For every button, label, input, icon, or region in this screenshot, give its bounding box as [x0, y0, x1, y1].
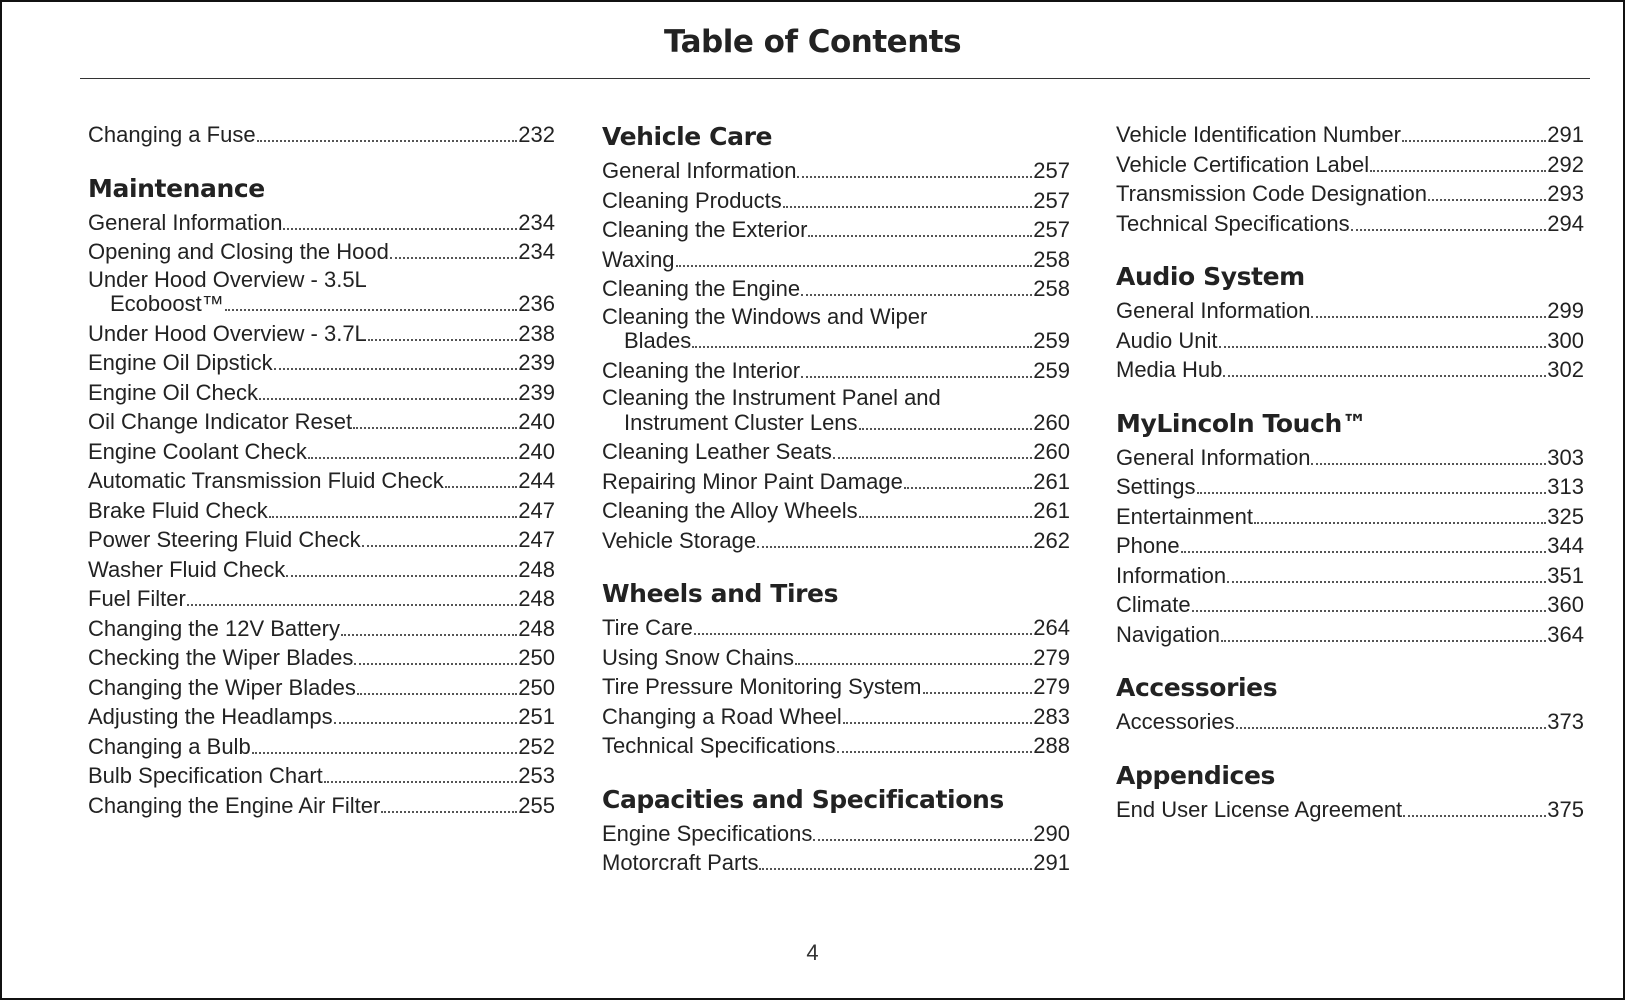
toc-entry[interactable]	[1116, 531, 1584, 561]
toc-entry[interactable]	[602, 245, 1070, 275]
toc-entry-page: 257	[1033, 217, 1070, 242]
dot-leader	[341, 634, 517, 636]
dot-leader	[368, 339, 517, 341]
toc-entry-label: Motorcraft Parts	[602, 850, 759, 875]
toc-entry-page: 251	[518, 704, 555, 729]
dot-leader	[362, 545, 518, 547]
dot-leader	[269, 516, 518, 518]
toc-entry[interactable]	[602, 304, 1070, 356]
toc-entry-label: Vehicle Certification Label	[1116, 151, 1370, 177]
toc-entry-label: Technical Specifications	[1116, 210, 1350, 236]
toc-entry-label: Using Snow Chains	[602, 644, 794, 670]
toc-entry-page: 248	[518, 586, 555, 611]
toc-entry[interactable]	[1116, 179, 1584, 209]
dot-leader	[353, 427, 517, 429]
toc-entry-page: 264	[1033, 615, 1070, 640]
toc-entry-page: 360	[1547, 592, 1584, 617]
toc-entry-label: Under Hood Overview - 3.7L	[88, 320, 367, 346]
dot-leader	[837, 751, 1033, 753]
toc-entry[interactable]	[1116, 443, 1584, 473]
dot-leader	[187, 604, 517, 606]
toc-entry[interactable]	[602, 186, 1070, 216]
toc-entry[interactable]	[602, 731, 1070, 761]
toc-entry-label: Engine Oil Dipstick	[88, 350, 273, 375]
toc-entry[interactable]	[602, 613, 1070, 643]
dot-leader	[694, 633, 1032, 635]
toc-entry[interactable]	[602, 274, 1070, 304]
toc-entry-page: 257	[1033, 187, 1070, 213]
toc-entry[interactable]	[1116, 561, 1584, 591]
dot-leader	[833, 457, 1032, 459]
toc-entry-page: 248	[518, 615, 555, 641]
toc-entry-page: 259	[1033, 328, 1070, 353]
toc-entry-page: 299	[1547, 298, 1584, 323]
dot-leader	[1227, 581, 1546, 583]
toc-entry-label: Changing the Wiper Blades	[88, 674, 356, 700]
toc-entry[interactable]	[1116, 120, 1584, 150]
dot-leader	[1192, 610, 1547, 612]
toc-entry-label: Bulb Specification Chart	[88, 763, 323, 788]
toc-entry-label: Settings	[1116, 474, 1196, 499]
toc-entry[interactable]	[1116, 209, 1584, 239]
dot-leader	[1221, 640, 1546, 642]
toc-entry-page: 288	[1033, 733, 1070, 758]
dot-leader	[1223, 375, 1546, 377]
toc-entry-label: Vehicle Identification Number	[1116, 122, 1401, 147]
toc-entry[interactable]	[602, 385, 1070, 437]
section-heading: Appendices	[1116, 760, 1276, 790]
toc-entry-page: 240	[518, 438, 555, 464]
page-number: 4	[806, 940, 819, 965]
toc-entry-page: 244	[518, 468, 555, 493]
toc-entry-page: 261	[1033, 498, 1070, 523]
dot-leader	[1402, 140, 1546, 142]
toc-entry-page: 261	[1033, 468, 1070, 494]
toc-entry-label: Changing a Fuse	[88, 122, 256, 147]
toc-entry[interactable]	[88, 348, 555, 378]
toc-entry-label: Brake Fluid Check	[88, 497, 268, 523]
toc-entry[interactable]	[88, 319, 555, 349]
toc-entry[interactable]	[1116, 795, 1584, 825]
toc-entry-page: 260	[1033, 439, 1070, 464]
toc-entry-page: 255	[518, 792, 555, 818]
toc-entry[interactable]	[1116, 472, 1584, 502]
toc-entry-label: Tire Care	[602, 615, 693, 640]
dot-leader	[324, 781, 517, 783]
dot-leader	[357, 693, 517, 695]
toc-entry[interactable]	[602, 526, 1070, 556]
toc-entry-page: 234	[518, 239, 555, 264]
dot-leader	[1351, 229, 1547, 231]
toc-entry-label: Engine Specifications	[602, 820, 813, 846]
dot-leader	[334, 722, 518, 724]
toc-section	[1116, 120, 1584, 238]
toc-entry-page: 259	[1033, 357, 1070, 383]
dot-leader	[692, 346, 1032, 348]
toc-entry-label: Changing the Engine Air Filter	[88, 792, 381, 818]
dot-leader	[259, 398, 517, 400]
toc-entry-page: 302	[1547, 357, 1584, 382]
dot-leader	[1311, 463, 1546, 465]
toc-entry-page: 234	[518, 209, 555, 235]
toc-section	[88, 120, 555, 150]
dot-leader	[813, 839, 1032, 841]
toc-entry-label: General Information	[88, 209, 283, 235]
toc-section	[1116, 260, 1584, 385]
toc-entry-label: Power Steering Fluid Check	[88, 527, 361, 552]
toc-entry-label: Entertainment	[1116, 503, 1253, 529]
dot-leader	[1181, 551, 1547, 553]
dot-leader	[801, 294, 1032, 296]
toc-entry-label: Waxing	[602, 246, 675, 272]
toc-entry[interactable]	[1116, 150, 1584, 180]
dot-leader	[1236, 727, 1547, 729]
toc-entry[interactable]	[88, 673, 555, 703]
toc-entry-page: 375	[1547, 796, 1584, 822]
toc-entry-label: Phone	[1116, 533, 1180, 558]
toc-entry-page: 252	[518, 733, 555, 759]
toc-entry-page: 232	[518, 122, 555, 147]
toc-entry-page: 293	[1547, 181, 1584, 206]
section-heading: Vehicle Care	[602, 122, 773, 151]
toc-entry[interactable]	[88, 378, 555, 408]
dot-leader	[801, 376, 1032, 378]
toc-entry[interactable]	[602, 819, 1070, 849]
dot-leader	[797, 176, 1032, 178]
toc-entry-page: 257	[1033, 158, 1070, 183]
toc-entry-label: Opening and Closing the Hood	[88, 239, 389, 264]
toc-entry[interactable]	[88, 614, 555, 644]
toc-entry[interactable]	[88, 120, 555, 150]
toc-entry-label: Changing the 12V Battery	[88, 615, 340, 641]
toc-entry-label: Under Hood Overview - 3.5L	[88, 266, 367, 292]
dot-leader	[676, 265, 1033, 267]
toc-entry[interactable]	[88, 791, 555, 821]
toc-entry[interactable]	[1116, 296, 1584, 326]
toc-entry-page: 258	[1033, 276, 1070, 301]
toc-entry-label: Tire Pressure Monitoring System	[602, 674, 922, 699]
toc-section	[88, 172, 555, 821]
dot-leader	[252, 752, 518, 754]
dot-leader	[257, 140, 518, 142]
dot-leader	[759, 868, 1032, 870]
dot-leader	[923, 692, 1033, 694]
toc-entry[interactable]	[88, 267, 555, 319]
toc-entry-label: Accessories	[1116, 709, 1235, 734]
toc-entry-page: 291	[1547, 122, 1584, 147]
toc-entry[interactable]	[88, 761, 555, 791]
toc-entry-label: Navigation	[1116, 621, 1220, 647]
toc-entry-label: Cleaning the Interior	[602, 357, 801, 383]
toc-entry-label: Information	[1116, 562, 1227, 588]
toc-entry-page: 239	[518, 350, 555, 375]
toc-entry-label: Technical Specifications	[602, 733, 836, 758]
toc-entry-page: 258	[1033, 246, 1070, 272]
toc-entry[interactable]	[88, 643, 555, 673]
toc-entry[interactable]	[602, 496, 1070, 526]
toc-entry[interactable]	[1116, 620, 1584, 650]
toc-entry[interactable]	[88, 407, 555, 437]
toc-column-1	[88, 120, 555, 842]
toc-entry-page: 283	[1033, 703, 1070, 729]
toc-entry-label-continued: Ecoboost™	[110, 291, 224, 316]
toc-entry[interactable]	[88, 555, 555, 585]
dot-leader	[783, 206, 1033, 208]
toc-entry-page: 344	[1547, 533, 1584, 558]
toc-entry[interactable]	[88, 584, 555, 614]
toc-entry-label: Engine Oil Check	[88, 379, 258, 405]
dot-leader	[795, 663, 1032, 665]
dot-leader	[843, 722, 1033, 724]
dot-leader	[283, 228, 517, 230]
section-heading: Wheels and Tires	[602, 579, 839, 608]
title-rule	[80, 78, 1590, 79]
toc-entry-page: 294	[1547, 210, 1584, 236]
toc-column-3	[1116, 120, 1584, 846]
section-heading: Capacities and Specifications	[602, 784, 1004, 814]
toc-entry-label: Adjusting the Headlamps	[88, 704, 333, 729]
page-title: Table of Contents	[663, 24, 962, 60]
toc-entry-page: 260	[1033, 409, 1070, 435]
toc-entry-page: 290	[1033, 820, 1070, 846]
toc-entry-label: General Information	[1116, 444, 1311, 470]
toc-entry-page: 247	[518, 527, 555, 552]
toc-entry-label: End User License Agreement	[1116, 796, 1403, 822]
section-heading: Accessories	[1116, 673, 1278, 702]
toc-entry-page: 325	[1547, 503, 1584, 529]
toc-entry-page: 279	[1033, 674, 1070, 699]
dot-leader	[808, 235, 1032, 237]
toc-entry[interactable]	[88, 466, 555, 496]
dot-leader	[381, 811, 517, 813]
dot-leader	[445, 486, 517, 488]
toc-entry-label: Washer Fluid Check	[88, 556, 286, 582]
dot-leader	[286, 575, 517, 577]
dot-leader	[274, 368, 518, 370]
dot-leader	[1403, 815, 1546, 817]
toc-entry-label: Automatic Transmission Fluid Check	[88, 468, 444, 493]
dot-leader	[390, 257, 517, 259]
toc-entry[interactable]	[88, 208, 555, 238]
dot-leader	[354, 663, 517, 665]
toc-section	[602, 577, 1070, 761]
toc-section	[1116, 759, 1584, 825]
toc-entry[interactable]	[602, 702, 1070, 732]
toc-entry[interactable]	[1116, 707, 1584, 737]
toc-entry-page: 303	[1547, 444, 1584, 470]
toc-section	[1116, 671, 1584, 737]
toc-entry-page: 351	[1547, 562, 1584, 588]
section-heading: Maintenance	[88, 173, 265, 203]
toc-entry[interactable]	[602, 215, 1070, 245]
toc-entry[interactable]	[88, 702, 555, 732]
toc-entry[interactable]	[602, 156, 1070, 186]
toc-entry-label: Repairing Minor Paint Damage	[602, 468, 903, 494]
toc-entry-label: Transmission Code Designation	[1116, 181, 1427, 206]
toc-entry-label: Cleaning the Windows and Wiper	[602, 303, 928, 329]
toc-entry-page: 248	[518, 556, 555, 582]
toc-entry-label: Climate	[1116, 592, 1191, 617]
toc-entry[interactable]	[1116, 326, 1584, 356]
toc-entry[interactable]	[88, 496, 555, 526]
toc-entry[interactable]	[88, 525, 555, 555]
toc-entry-page: 236	[518, 291, 555, 316]
toc-entry-label: Cleaning Products	[602, 187, 782, 213]
toc-entry-page: 239	[518, 379, 555, 405]
toc-entry-page: 300	[1547, 327, 1584, 353]
toc-entry-label: Checking the Wiper Blades	[88, 645, 354, 670]
toc-entry[interactable]	[602, 672, 1070, 702]
toc-entry[interactable]	[88, 237, 555, 267]
dot-leader	[1311, 316, 1546, 318]
toc-column-2	[602, 120, 1070, 900]
toc-entry-page: 364	[1547, 621, 1584, 647]
toc-entry[interactable]	[602, 356, 1070, 386]
dot-leader	[1219, 346, 1547, 348]
toc-entry-page: 238	[518, 320, 555, 346]
toc-entry[interactable]	[602, 467, 1070, 497]
toc-entry-label: Changing a Bulb	[88, 733, 251, 759]
toc-entry[interactable]	[1116, 355, 1584, 385]
toc-entry-label: Cleaning the Exterior	[602, 217, 808, 242]
toc-section	[1116, 407, 1584, 650]
toc-entry-label: Cleaning the Instrument Panel and	[602, 385, 941, 410]
dot-leader	[904, 487, 1032, 489]
toc-entry-label: Changing a Road Wheel	[602, 703, 842, 729]
dot-leader	[859, 428, 1033, 430]
toc-entry-page: 240	[518, 409, 555, 434]
toc-entry-page: 253	[518, 763, 555, 788]
toc-entry-label: Vehicle Storage	[602, 527, 757, 553]
toc-entry-label: Fuel Filter	[88, 586, 186, 611]
toc-section	[602, 783, 1070, 878]
toc-entry-page: 262	[1033, 527, 1070, 553]
toc-entry-page: 250	[518, 645, 555, 670]
section-heading: MyLincoln Touch™	[1116, 408, 1367, 438]
toc-entry-label: Cleaning the Alloy Wheels	[602, 498, 858, 523]
toc-entry-page: 291	[1033, 850, 1070, 875]
toc-entry-label: Media Hub	[1116, 357, 1223, 382]
dot-leader	[1197, 492, 1547, 494]
toc-entry-page: 247	[518, 497, 555, 523]
dot-leader	[757, 546, 1032, 548]
toc-entry-label: Audio Unit	[1116, 327, 1218, 353]
toc-entry[interactable]	[602, 437, 1070, 467]
toc-entry-label-continued: Instrument Cluster Lens	[624, 409, 858, 435]
dot-leader	[859, 516, 1033, 518]
toc-entry[interactable]	[1116, 502, 1584, 532]
dot-leader	[1254, 522, 1546, 524]
toc-entry-page: 313	[1547, 474, 1584, 499]
toc-entry-label: Oil Change Indicator Reset	[88, 409, 353, 434]
toc-entry-label: Engine Coolant Check	[88, 438, 307, 464]
toc-entry[interactable]	[88, 437, 555, 467]
dot-leader	[1428, 199, 1546, 201]
toc-entry[interactable]	[1116, 590, 1584, 620]
toc-entry-label-continued: Blades	[624, 328, 692, 353]
dot-leader	[308, 457, 517, 459]
toc-entry-page: 279	[1033, 644, 1070, 670]
toc-entry[interactable]	[602, 848, 1070, 878]
dot-leader	[225, 309, 518, 311]
toc-entry[interactable]	[602, 643, 1070, 673]
toc-entry-page: 250	[518, 674, 555, 700]
toc-entry-label: General Information	[602, 158, 797, 183]
toc-section	[602, 120, 1070, 555]
toc-entry-label: Cleaning Leather Seats	[602, 439, 832, 464]
dot-leader	[1370, 170, 1546, 172]
toc-entry-label: General Information	[1116, 298, 1311, 323]
section-heading: Audio System	[1116, 262, 1305, 291]
toc-entry-label: Cleaning the Engine	[602, 276, 801, 301]
toc-entry[interactable]	[88, 732, 555, 762]
toc-entry-page: 373	[1547, 709, 1584, 734]
toc-entry-page: 292	[1547, 151, 1584, 177]
